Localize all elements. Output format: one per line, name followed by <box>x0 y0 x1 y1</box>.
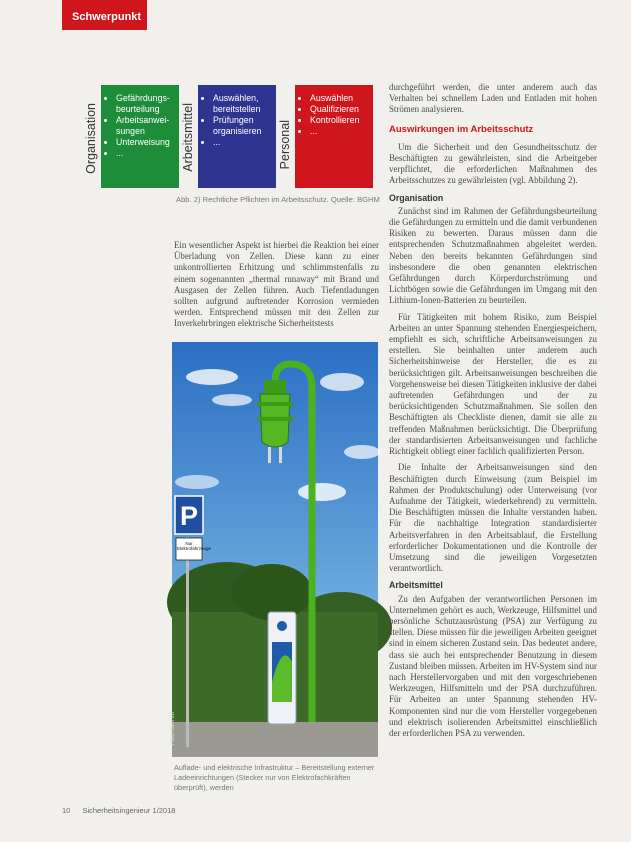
column-label-arbeitsmittel: Arbeitsmittel <box>181 103 195 172</box>
column-label-organisation: Organisation <box>84 103 98 174</box>
section-label: Schwerpunkt <box>72 11 142 23</box>
duties-diagram <box>84 85 374 200</box>
box-personal <box>295 85 373 188</box>
subheading-organisation: Organisation <box>389 192 444 203</box>
section-ribbon <box>62 0 147 30</box>
parking-subsign-text: Nur Elektrofahrzeuge <box>177 541 212 551</box>
section-heading: Auswirkungen im Arbeitsschutz <box>389 123 534 135</box>
list-item: • Auswählen <box>310 93 369 104</box>
list-item: • Gefährdungs-beurteilung <box>116 93 175 115</box>
list-item: • Prüfungen organisieren <box>213 115 272 137</box>
box-organisation <box>101 85 179 188</box>
photo-credit: Foto: BGHM <box>170 712 176 746</box>
list-item: • Kontrollieren <box>310 115 369 126</box>
paragraph: Zunächst sind im Rahmen der Gefährdungsbeurteilung die Gefährdungen zu ermitteln und die damit verbundenen Risiken zu bewerten. Daraus müssen dann die entsprechenden Schutzmaßnahmen abgeleitet werden. Neben den bereits bekannten Gefährdungen sind insbesondere die oben genannten elektrischen Gefährdungen durch Körperdurchströmung und Lichtbögen sowie die Gefährdungen im Umgang mit den Lithium-Ionen-Batterien zu beurteilen. <box>389 205 597 306</box>
left-column-text <box>174 240 379 335</box>
list-item: • ... <box>213 137 272 148</box>
parking-sign-letter: P <box>179 501 199 531</box>
list-item: • Qualifizieren <box>310 104 369 115</box>
paragraph: Die Inhalte der Arbeitsanweisungen sind den Beschäftigten durch Einweisung (zum Beispiel im Rahmen der Produktschulung) oder Unterweisung (vor Aufnahme der Tätigkeit, wiederkehrend) zu vermitteln. Die Beschäftigten müssen die Inhalte verstanden haben. Für die nachhaltige Integration standardisierter Arbeitsverfahren in den Arbeitsablauf, die Erstellung erforderlicher Dokumentationen und die Kontrolle der Umsetzung sind die jeweiligen Vorgesetzten verantwortlich. <box>389 462 597 574</box>
page-number: 10 <box>62 806 71 815</box>
right-column-text <box>389 82 597 744</box>
subheading-arbeitsmittel: Arbeitsmittel <box>389 580 443 591</box>
paragraph: Ein wesentlicher Aspekt ist hierbei die Reaktion bei einer Überladung von Zellen. Diese kann zu einer unkontrollierten Erhitzung und schlimmstenfalls zu einem sogenannten „thermal runaway“ mit Brand und Ausgasen der Zellen führen. Auch Tiefentladungen sollten aufgrund auftretender Korrosion vermieden werden. Entsprechend müssen mit den Zellen zur Inverkehrbringen elektrische Sicherheitstests <box>174 240 379 329</box>
column-label-personal: Personal <box>278 120 292 170</box>
page-footer <box>62 806 175 815</box>
paragraph: Zu den Aufgaben der verantwortlichen Personen im Unternehmen gehört es auch, Werkzeuge, Hilfsmittel und persönliche Schutzausrüstung (PSA) zur Verfügung zu stellen. Diese müssen für die jeweiligen Arbeiten geeignet sind in einem sicheren Zustand sein. Das bedeutet andere, dass sie auch bei entsprechender Benutzung in diesem Zustand bleiben müssen. Arbeiten im HV-System sind nur nach Herstellervorgaben und mit den vorgeschriebenen Werkzeugen, Hilfsmitteln und der PSA durchzuführen. Für Arbeiten an unter Spannung stehenden HV-Komponenten sind nur die vom Hersteller vorgegebenen und elektrisch isolierenden Arbeitsmittel einschließlich der erforderlichen PSA zu verwenden. <box>389 593 597 738</box>
paragraph: durchgeführt werden, die unter anderem auch das Verhalten bei schnellem Laden und Entladen mit hohen Strömen analysieren. <box>389 82 597 115</box>
charging-station-photo <box>172 342 378 757</box>
publication-name: Sicherheitsingenieur 1/2018 <box>82 806 176 815</box>
diagram-caption: Abb. 2) Rechtliche Pflichten im Arbeitsschutz. Quelle: BGHM <box>176 195 380 204</box>
list-item: • ... <box>116 148 175 159</box>
list-item: • Auswählen, bereitstellen <box>213 93 272 115</box>
list-item: • Unterweisung <box>116 137 175 148</box>
box-arbeitsmittel <box>198 85 276 188</box>
list-item: • ... <box>310 126 369 137</box>
photo-caption: Auflade- und elektrische Infrastruktur – Bereitstellung externer Ladeeinrichtungen (Stecker nur von Elektrofachkräften überprüft), werden <box>174 763 375 792</box>
paragraph: Für Tätigkeiten mit hohem Risiko, zum Beispiel Arbeiten an unter Spannung stehenden Energiespeichern, empfiehlt es sich, schriftliche Arbeitsanweisungen zu erstellen. Sie beinhalten unter anderem auch Sicherheitshinweise der Hersteller, die es zu berücksichtigen gilt. Arbeitsanweisungen beschreiben die Vorgehensweise bei diesen Tätigkeiten inklusive der dabei auftretenden Gefährdungen und der zu berücksichtigenden Schutzmaßnahmen. Sie sollen den Beschäftigten als Checkliste dienen, damit sie alle zu treffenden Maßnahmen berücksichtigt. Die Überprüfung der standardisierten Arbeitsanweisungen und fachliche Richtigkeit obliegt einer fachlich qualifizierten Person. <box>389 311 597 457</box>
paragraph: Um die Sicherheit und den Gesundheitsschutz der Beschäftigten zu gewährleisten, sind die Arbeitgeber verpflichtet, die erforderlichen Maßnahmen des Arbeitsschutzes zu gewährleisten (vgl. Abbildung 2). <box>389 141 597 186</box>
list-item: • Arbeitsanwei-sungen <box>116 115 175 137</box>
